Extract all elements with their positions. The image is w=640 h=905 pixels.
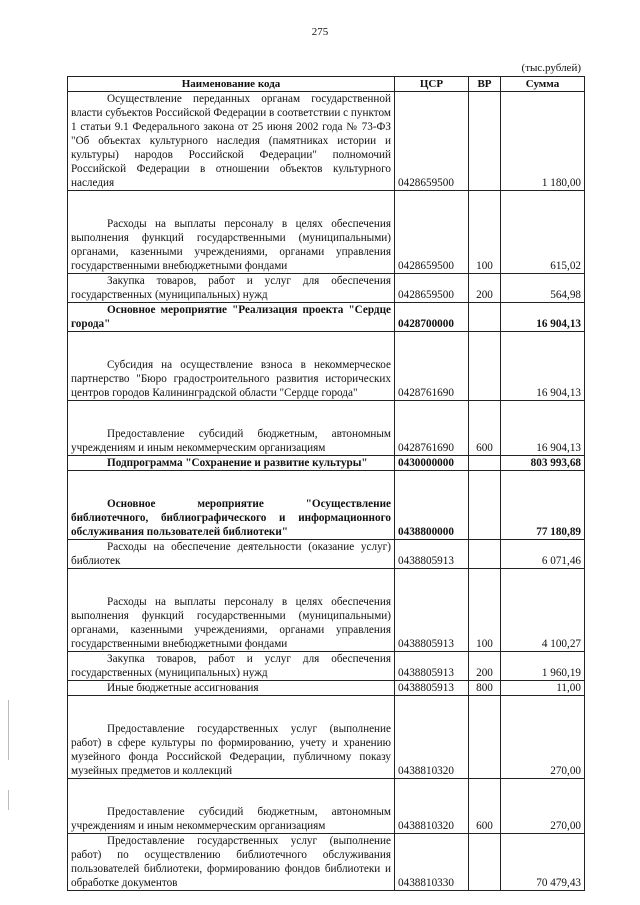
row-vr — [469, 303, 501, 332]
table-row — [68, 696, 585, 779]
row-sum: 16 904,13 — [501, 332, 585, 401]
table-row — [68, 191, 585, 274]
row-vr: 200 — [469, 274, 501, 303]
table-row — [68, 652, 585, 681]
row-vr — [469, 834, 501, 891]
header-csr: ЦСР — [395, 77, 469, 92]
row-csr: 0438800000 — [395, 471, 469, 540]
row-vr — [469, 471, 501, 540]
header-sum: Сумма — [501, 77, 585, 92]
row-csr: 0430000000 — [395, 456, 469, 471]
row-csr: 0428700000 — [395, 303, 469, 332]
row-vr: 100 — [469, 191, 501, 274]
scan-margin-mark — [8, 700, 9, 760]
row-sum: 615,02 — [501, 191, 585, 274]
row-csr: 0438805913 — [395, 569, 469, 652]
row-name: Предоставление субсидий бюджетным, автономным учреждениям и иным некоммерческим организациям — [68, 779, 395, 834]
row-name: Расходы на обеспечение деятельности (оказание услуг) библиотек — [68, 540, 395, 569]
table-row — [68, 456, 585, 471]
row-name: Расходы на выплаты персоналу в целях обеспечения выполнения функций государственными (муниципальными) органами, казенными учреждениями, органами управления государственными внебюджетными фондами — [68, 569, 395, 652]
row-name: Субсидия на осуществление взноса в некоммерческое партнерство "Бюро градостроительного развития исторических центров городов Калининградской области "Сердце города" — [68, 332, 395, 401]
row-csr: 0438805913 — [395, 652, 469, 681]
row-sum: 270,00 — [501, 779, 585, 834]
row-sum: 564,98 — [501, 274, 585, 303]
row-name: Основное мероприятие "Осуществление библиотечного, библиографического и информационного обслуживания пользователей библиотеки" — [68, 471, 395, 540]
row-name: Подпрограмма "Сохранение и развитие культуры" — [68, 456, 395, 471]
row-vr: 600 — [469, 401, 501, 456]
row-sum: 4 100,27 — [501, 569, 585, 652]
row-name: Закупка товаров, работ и услуг для обеспечения государственных (муниципальных) нужд — [68, 274, 395, 303]
table-row — [68, 681, 585, 696]
table-row — [68, 303, 585, 332]
table-row — [68, 471, 585, 540]
row-name: Предоставление субсидий бюджетным, автономным учреждениям и иным некоммерческим организациям — [68, 401, 395, 456]
row-csr: 0438810330 — [395, 834, 469, 891]
row-sum: 16 904,13 — [501, 303, 585, 332]
row-sum: 77 180,89 — [501, 471, 585, 540]
row-sum: 803 993,68 — [501, 456, 585, 471]
header-name: Наименование кода — [68, 77, 395, 92]
row-name: Расходы на выплаты персоналу в целях обеспечения выполнения функций государственными (муниципальными) органами, казенными учреждениями, органами управления государственными внебюджетными фондами — [68, 191, 395, 274]
table-row — [68, 401, 585, 456]
row-sum: 270,00 — [501, 696, 585, 779]
row-vr — [469, 696, 501, 779]
row-csr: 0438805913 — [395, 681, 469, 696]
table-row — [68, 834, 585, 891]
row-name: Закупка товаров, работ и услуг для обеспечения государственных (муниципальных) нужд — [68, 652, 395, 681]
table-row — [68, 274, 585, 303]
row-name: Иные бюджетные ассигнования — [68, 681, 395, 696]
row-csr: 0438810320 — [395, 696, 469, 779]
row-csr: 0428761690 — [395, 401, 469, 456]
table-row — [68, 332, 585, 401]
row-name: Предоставление государственных услуг (выполнение работ) по осуществлению библиотечного обслуживания пользователей библиотеки, формированию фондов библиотеки и обработке документов — [68, 834, 395, 891]
page-number: 275 — [311, 26, 329, 38]
row-csr: 0428659500 — [395, 92, 469, 191]
row-vr: 600 — [469, 779, 501, 834]
row-sum: 70 479,43 — [501, 834, 585, 891]
row-vr — [469, 540, 501, 569]
row-csr: 0438805913 — [395, 540, 469, 569]
row-vr: 800 — [469, 681, 501, 696]
row-csr: 0428761690 — [395, 332, 469, 401]
table-header-row — [68, 77, 585, 92]
header-vr: ВР — [469, 77, 501, 92]
row-sum: 1 960,19 — [501, 652, 585, 681]
row-name: Основное мероприятие "Реализация проекта "Сердце города" — [68, 303, 395, 332]
row-vr — [469, 92, 501, 191]
units-label: (тыс.рублей) — [521, 62, 581, 74]
row-csr: 0438810320 — [395, 779, 469, 834]
row-csr: 0428659500 — [395, 191, 469, 274]
row-vr — [469, 332, 501, 401]
row-sum: 6 071,46 — [501, 540, 585, 569]
row-name: Осуществление переданных органам государственной власти субъектов Российской Федерации в соответствии с пунктом 1 статьи 9.1 Федерального закона от 25 июня 2002 года № 73-ФЗ "Об объектах культурного наследия (памятниках истории и культуры) народов Российской Федерации" полномочий Российской Федерации в отношении объектов культурного наследия — [68, 92, 395, 191]
table-row — [68, 92, 585, 191]
table-row — [68, 540, 585, 569]
row-vr: 200 — [469, 652, 501, 681]
table-row — [68, 569, 585, 652]
budget-table — [67, 76, 585, 891]
row-name: Предоставление государственных услуг (выполнение работ) в сфере культуры по формированию, учету и хранению музейного фонда Российской Федерации, публичному показу музейных предметов и коллекций — [68, 696, 395, 779]
row-sum: 16 904,13 — [501, 401, 585, 456]
table-row — [68, 779, 585, 834]
row-sum: 11,00 — [501, 681, 585, 696]
scan-margin-mark — [8, 790, 9, 810]
row-vr — [469, 456, 501, 471]
row-csr: 0428659500 — [395, 274, 469, 303]
row-vr: 100 — [469, 569, 501, 652]
row-sum: 1 180,00 — [501, 92, 585, 191]
